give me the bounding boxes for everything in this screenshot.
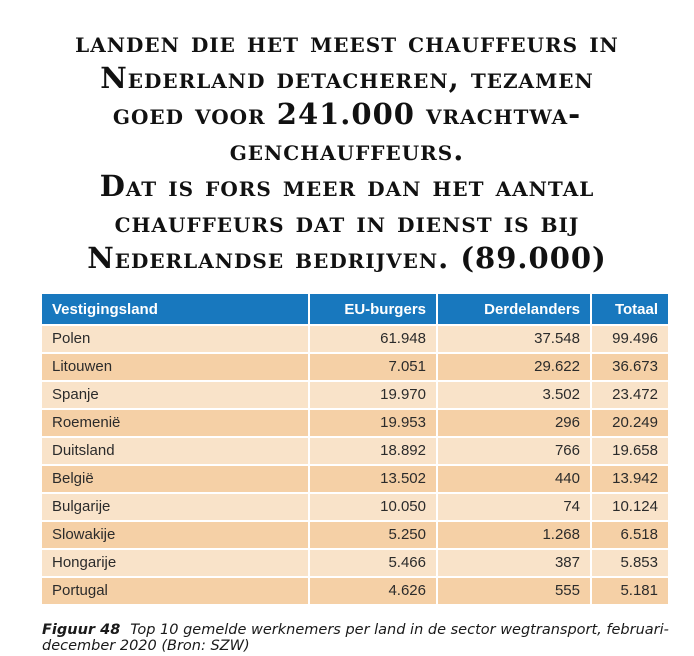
cell-totaal: 99.496 <box>592 326 668 352</box>
cell-derdelanders: 3.502 <box>438 382 590 408</box>
title-line: genchauffeurs. <box>229 133 465 167</box>
cell-land: Hongarije <box>42 550 308 576</box>
cell-totaal: 5.181 <box>592 578 668 604</box>
workers-by-country-table <box>40 292 670 606</box>
cell-derdelanders: 29.622 <box>438 354 590 380</box>
cell-derdelanders: 766 <box>438 438 590 464</box>
title-line: landen die het meest chauffeurs in <box>75 25 619 59</box>
title-line: Nederland detacheren, tezamen <box>100 61 594 95</box>
table-row <box>42 326 668 352</box>
title-line: goed voor 241.000 vrachtwa- <box>112 97 582 131</box>
title-line: Dat is fors meer dan het aantal <box>99 169 595 203</box>
column-header-eu-burgers: EU-burgers <box>310 294 436 324</box>
figure-caption-label: Figuur 48 <box>42 622 121 638</box>
cell-totaal: 19.658 <box>592 438 668 464</box>
cell-land: België <box>42 466 308 492</box>
cell-land: Duitsland <box>42 438 308 464</box>
table-header-row <box>42 294 668 324</box>
table-row <box>42 438 668 464</box>
cell-totaal: 10.124 <box>592 494 668 520</box>
cell-eu-burgers: 4.626 <box>310 578 436 604</box>
cell-land: Litouwen <box>42 354 308 380</box>
table-row <box>42 410 668 436</box>
table-row <box>42 522 668 548</box>
table-row <box>42 466 668 492</box>
column-header-vestigingsland: Vestigingsland <box>42 294 308 324</box>
title-line: Nederlandse bedrijven. (89.000) <box>87 241 607 275</box>
cell-derdelanders: 74 <box>438 494 590 520</box>
cell-eu-burgers: 7.051 <box>310 354 436 380</box>
cell-eu-burgers: 61.948 <box>310 326 436 352</box>
cell-derdelanders: 1.268 <box>438 522 590 548</box>
cell-derdelanders: 555 <box>438 578 590 604</box>
figure-caption <box>42 622 694 654</box>
figure-title <box>0 0 694 276</box>
cell-eu-burgers: 10.050 <box>310 494 436 520</box>
cell-derdelanders: 440 <box>438 466 590 492</box>
table-row <box>42 578 668 604</box>
table-row <box>42 354 668 380</box>
cell-derdelanders: 37.548 <box>438 326 590 352</box>
cell-land: Spanje <box>42 382 308 408</box>
cell-eu-burgers: 5.250 <box>310 522 436 548</box>
title-line: chauffeurs dat in dienst is bij <box>114 205 580 239</box>
table-row <box>42 550 668 576</box>
table-row <box>42 494 668 520</box>
cell-eu-burgers: 5.466 <box>310 550 436 576</box>
cell-totaal: 20.249 <box>592 410 668 436</box>
cell-land: Bulgarije <box>42 494 308 520</box>
cell-totaal: 13.942 <box>592 466 668 492</box>
cell-derdelanders: 387 <box>438 550 590 576</box>
column-header-totaal: Totaal <box>592 294 668 324</box>
column-header-derdelanders: Derdelanders <box>438 294 590 324</box>
cell-land: Portugal <box>42 578 308 604</box>
figure-caption-text: Top 10 gemelde werknemers per land in de sector wegtransport, februari-december 2020 (Bron: SZW) <box>42 622 669 654</box>
cell-land: Polen <box>42 326 308 352</box>
cell-eu-burgers: 13.502 <box>310 466 436 492</box>
cell-totaal: 5.853 <box>592 550 668 576</box>
cell-eu-burgers: 19.953 <box>310 410 436 436</box>
cell-totaal: 23.472 <box>592 382 668 408</box>
cell-eu-burgers: 18.892 <box>310 438 436 464</box>
cell-land: Roemenië <box>42 410 308 436</box>
cell-land: Slowakije <box>42 522 308 548</box>
cell-derdelanders: 296 <box>438 410 590 436</box>
table-row <box>42 382 668 408</box>
cell-totaal: 36.673 <box>592 354 668 380</box>
cell-eu-burgers: 19.970 <box>310 382 436 408</box>
cell-totaal: 6.518 <box>592 522 668 548</box>
